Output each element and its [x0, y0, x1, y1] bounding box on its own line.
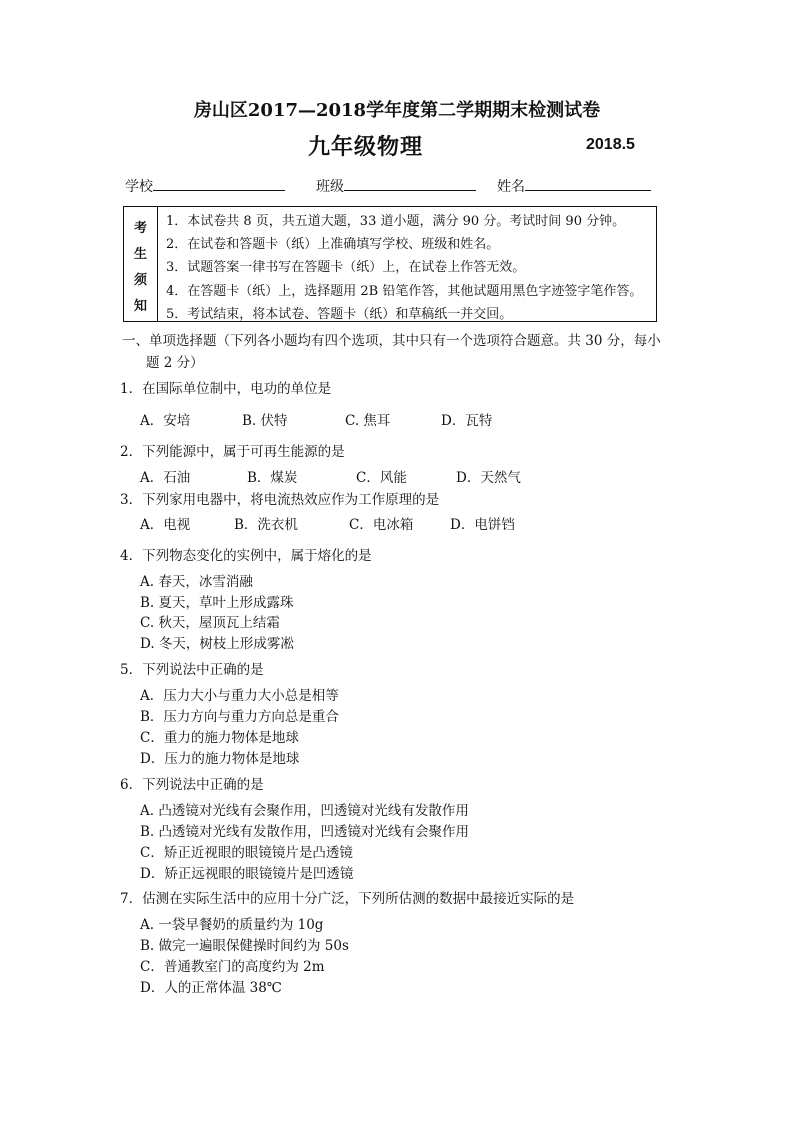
option: B．煤炭: [247, 470, 298, 486]
question-stem: 2．下列能源中，属于可再生能源的是: [120, 444, 345, 460]
notice-head-char: 生: [133, 247, 147, 262]
notice-item: 5．考试结束，将本试卷、答题卡（纸）和草稿纸一并交回。: [166, 307, 513, 322]
option: C. 秋天，屋顶瓦上结霜: [140, 615, 280, 631]
exam-date: 2018.5: [586, 136, 635, 153]
section-heading: 一、单项选择题（下列各小题均有四个选项，其中只有一个选项符合题意。共 30 分，每小: [122, 333, 661, 349]
option: A．电视: [140, 517, 191, 533]
option: C．重力的施力物体是地球: [140, 730, 299, 746]
option: C. 焦耳: [345, 413, 391, 429]
option: D．瓦特: [441, 413, 493, 429]
notice-head-char: 须: [133, 273, 147, 288]
name-field: [497, 176, 651, 196]
option: B. 凸透镜对光线有发散作用，凹透镜对光线有会聚作用: [140, 824, 470, 840]
question-stem: 3．下列家用电器中，将电流热效应作为工作原理的是: [120, 492, 440, 508]
option: D．压力的施力物体是地球: [140, 751, 300, 767]
class-blank: [344, 178, 476, 191]
option: B. 伏特: [242, 413, 288, 429]
option: A. 春天，冰雪消融: [140, 574, 253, 590]
option: A．安培: [140, 413, 191, 429]
section-heading-cont: 题 2 分）: [146, 355, 204, 371]
school-blank: [153, 178, 285, 191]
notice-item: 2．在试卷和答题卡（纸）上准确填写学校、班级和姓名。: [166, 237, 500, 252]
class-field: [316, 176, 476, 196]
exam-title: 房山区2017—2018学年度第二学期期末检测试卷: [193, 100, 601, 121]
option: A. 一袋早餐奶的质量约为 10g: [140, 917, 324, 933]
option: D．人的正常体温 38℃: [140, 980, 282, 996]
option: D．天然气: [456, 470, 521, 486]
option: A．石油: [140, 470, 191, 486]
notice-item: 4．在答题卡（纸）上，选择题用 2B 铅笔作答，其他试题用黑色字迹签字笔作答。: [166, 284, 643, 299]
option-row: [0, 466, 794, 486]
notice-item: 3．试题答案一律书写在答题卡（纸）上，在试卷上作答无效。: [166, 260, 526, 275]
name-blank: [525, 178, 651, 191]
option: C．风能: [356, 470, 407, 486]
option: C．普通教室门的高度约为 2m: [140, 959, 325, 975]
exam-notice-box: [123, 206, 657, 322]
question-stem: 6．下列说法中正确的是: [120, 777, 264, 793]
option: C．矫正近视眼的眼镜镜片是凸透镜: [140, 845, 353, 861]
notice-heading: [124, 207, 158, 321]
option-row: [0, 513, 794, 533]
option: D．电饼铛: [450, 517, 515, 533]
option-row: [0, 409, 794, 429]
option: B. 做完一遍眼保健操时间约为 50s: [140, 938, 349, 954]
option: B．洗衣机: [234, 517, 298, 533]
option: D. 冬天，树枝上形成雾凇: [140, 636, 294, 652]
notice-head-char: 知: [133, 299, 147, 314]
option: D．矫正远视眼的眼镜镜片是凹透镜: [140, 866, 354, 882]
option: B．压力方向与重力方向总是重合: [140, 709, 339, 725]
question-stem: 4．下列物态变化的实例中，属于熔化的是: [120, 548, 372, 564]
notice-head-char: 考: [133, 221, 147, 236]
option: B. 夏天，草叶上形成露珠: [140, 595, 294, 611]
option: A. 凸透镜对光线有会聚作用，凹透镜对光线有发散作用: [140, 803, 469, 819]
school-label: 学校: [125, 179, 153, 195]
option: C．电冰箱: [349, 517, 414, 533]
question-stem: 7．估测在实际生活中的应用十分广泛，下列所估测的数据中最接近实际的是: [120, 891, 575, 907]
question-stem: 5．下列说法中正确的是: [120, 662, 264, 678]
notice-item: 1．本试卷共 8 页，共五道大题，33 道小题，满分 90 分。考试时间 90 分钟。: [166, 214, 626, 229]
question-stem: 1．在国际单位制中，电功的单位是: [120, 381, 332, 397]
option: A．压力大小与重力大小总是相等: [140, 688, 339, 704]
school-field: [125, 176, 285, 196]
exam-subject: 九年级物理: [308, 134, 424, 160]
class-label: 班级: [316, 179, 344, 195]
name-label: 姓名: [497, 179, 525, 195]
